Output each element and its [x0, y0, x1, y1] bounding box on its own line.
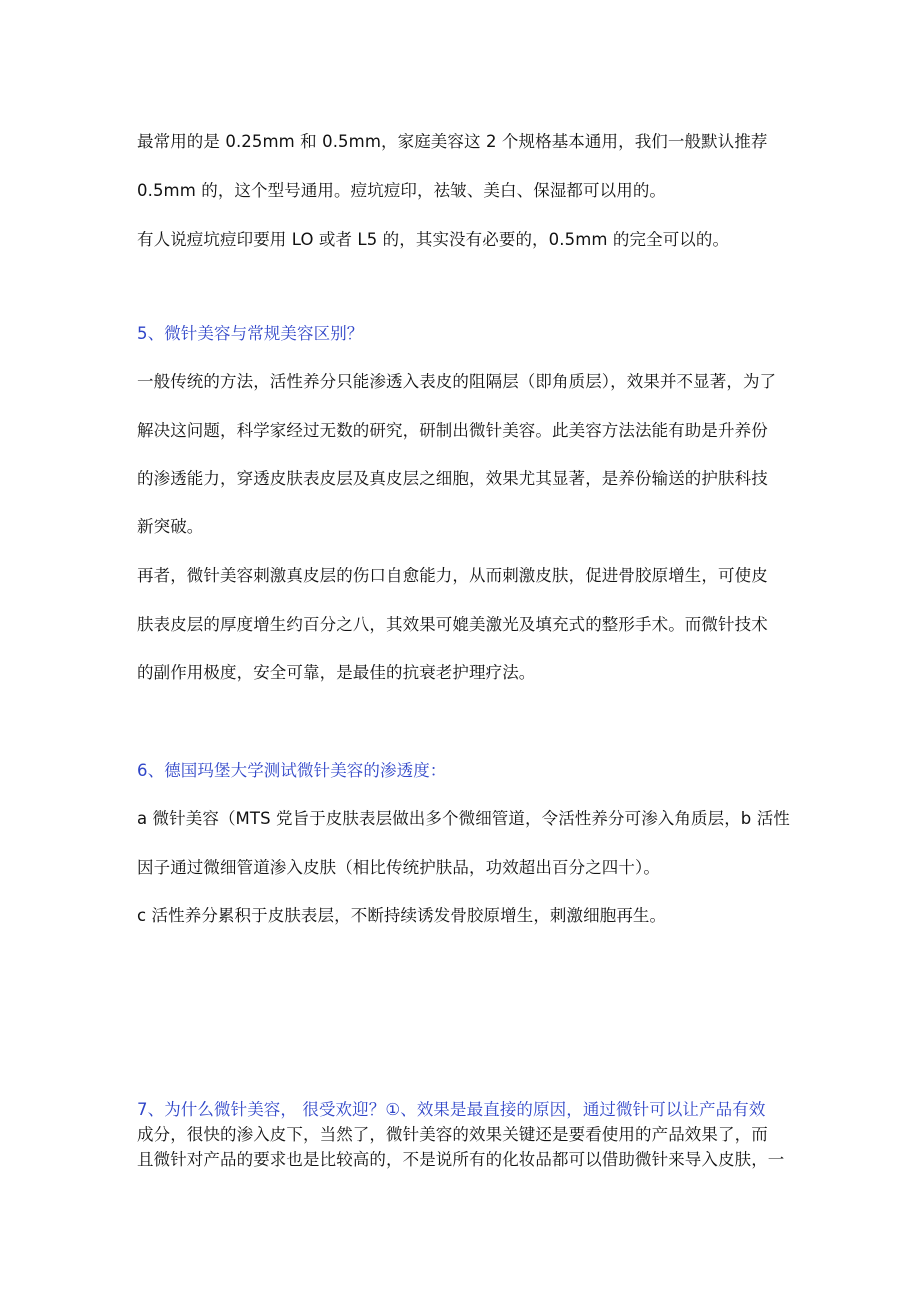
intro-line-1: 最常用的是 0.25mm 和 0.5mm，家庭美容这 2 个规格基本通用，我们一般默认推荐 — [137, 132, 768, 151]
section-6-p1-line-1: a 微针美容（MTS 党旨于皮肤表层做出多个微细管道，令活性养分可渗入角质层，b 活性 — [137, 809, 790, 828]
section-7-line-2: 且微针对产品的要求也是比较高的，不是说所有的化妆品都可以借助微针来导入皮肤，一 — [137, 1150, 785, 1169]
section-6-heading: 6、德国玛堡大学测试微针美容的渗透度： — [137, 761, 447, 780]
section-5-p1-line-4: 新突破。 — [137, 517, 204, 536]
section-5-heading: 5、微针美容与常规美容区别？ — [137, 324, 364, 343]
section-7-heading: 7、为什么微针美容， 很受欢迎？①、效果是最直接的原因，通过微针可以让产品有效 — [137, 1100, 766, 1119]
intro-line-3: 有人说痘坑痘印要用 LO 或者 L5 的，其实没有必要的，0.5mm 的完全可以的。 — [137, 230, 730, 249]
section-5-p2-line-3: 的副作用极度，安全可靠，是最佳的抗衰老护理疗法。 — [137, 663, 536, 682]
section-5-p1-line-2: 解决这问题，科学家经过无数的研究，研制出微针美容。此美容方法法能有助是升养份 — [137, 421, 768, 440]
section-5-p1-line-1: 一般传统的方法，活性养分只能渗透入表皮的阻隔层（即角质层），效果并不显著，为了 — [137, 372, 777, 391]
intro-line-2: 0.5mm 的，这个型号通用。痘坑痘印，祛皱、美白、保湿都可以用的。 — [137, 181, 667, 200]
section-6-p1-line-2: 因子通过微细管道渗入皮肤（相比传统护肤品，功效超出百分之四十）。 — [137, 858, 660, 877]
section-5-p1-line-3: 的渗透能力，穿透皮肤表皮层及真皮层之细胞，效果尤其显著，是养份输送的护肤科技 — [137, 469, 768, 488]
section-7-line-1: 成分，很快的渗入皮下，当然了，微针美容的效果关键还是要看使用的产品效果了，而 — [137, 1125, 768, 1144]
section-5-p2-line-1: 再者，微针美容刺激真皮层的伤口自愈能力，从而刺激皮肤，促进骨胶原增生，可使皮 — [137, 566, 768, 585]
section-5-p2-line-2: 肤表皮层的厚度增生约百分之八，其效果可媲美激光及填充式的整形手术。而微针技术 — [137, 615, 768, 634]
section-6-p2: c 活性养分累积于皮肤表层，不断持续诱发骨胶原增生，刺激细胞再生。 — [137, 906, 667, 925]
